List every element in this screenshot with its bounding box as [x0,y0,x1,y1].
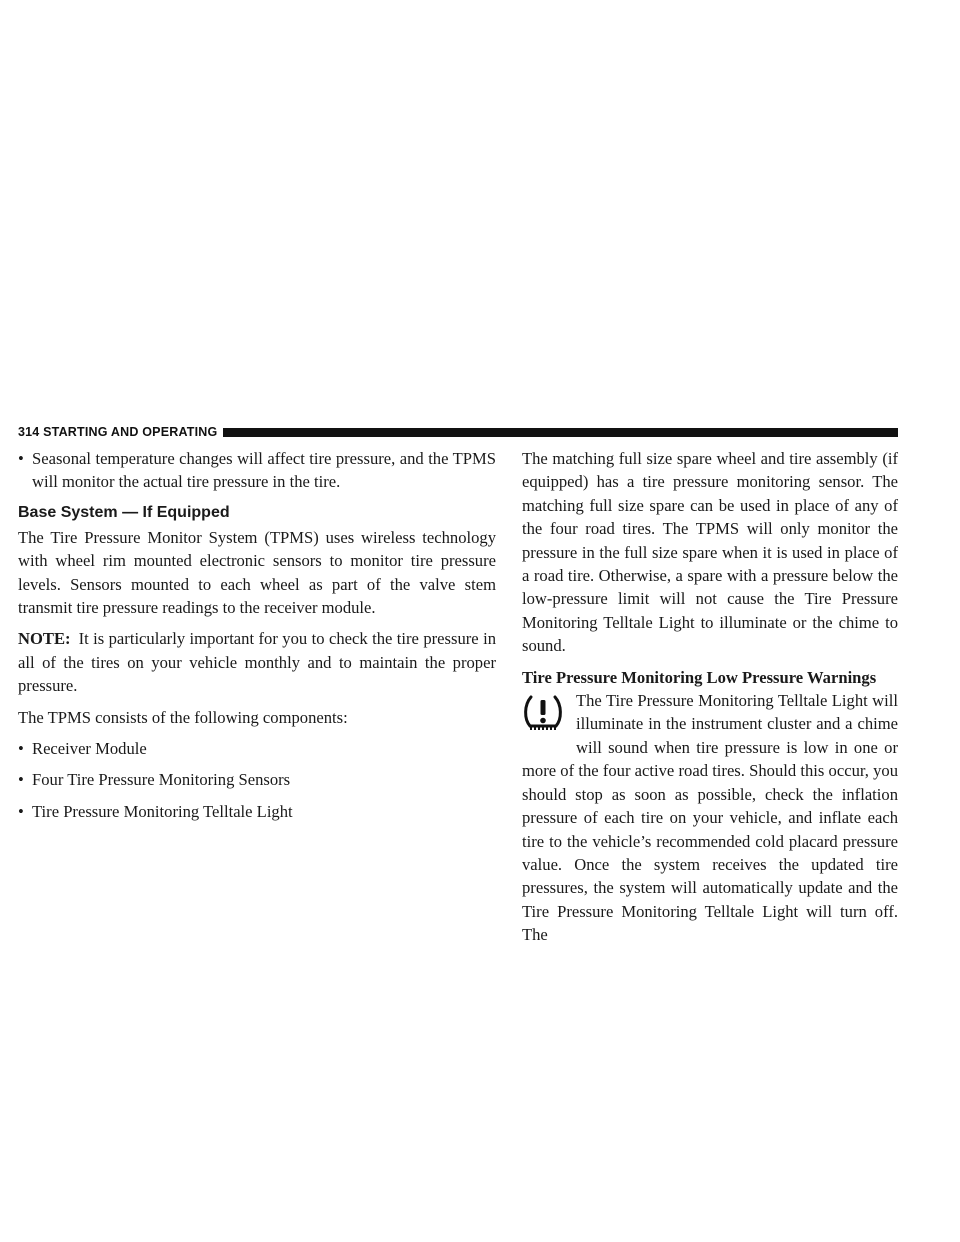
note-paragraph [18,627,496,697]
left-column [18,447,496,831]
list-item [18,768,496,791]
paragraph-warnings: The Tire Pressure Monitoring Telltale Light will illuminate in the instrument cluster and a chime will sound when tire pressure is low in one or more of the four active road tires. Should this occur, you should stop as soon as possible, check the inflation pressure of each tire on your vehicle, and inflate each tire to the vehicle’s recommended cold placard pressure value. Once the system receives the updated tire pressures, the system will automatically update and the Tire Pressure Monitoring Telltale Light will turn off. The [522,691,898,945]
paragraph-spare: The matching full size spare wheel and tire assembly (if equipped) has a tire pressure monitoring sensor. The matching full size spare can be used in place of any of the four road tires. The TPMS will only monitor the pressure in the full size spare when it is used in place of a road tire. Otherwise, a spare with a pressure below the low-pressure limit will not cause the Tire Pressure Monitoring Telltale Light to illuminate or the chime to sound. [522,449,898,656]
note-text: It is particularly important for you to check the tire pressure in all of the tires on your vehicle monthly and to maintain the proper pressure. [18,629,496,696]
bullet-seasonal-text: Seasonal temperature changes will affect tire pressure, and the TPMS will monitor the actual tire pressure in the tire. [32,449,496,492]
section-heading-low-pressure-warnings: Tire Pressure Monitoring Low Pressure Warnings [522,667,877,687]
paragraph-components: The TPMS consists of the following components: [18,707,348,727]
bullet-marker: • [18,801,24,821]
component-telltale-light: Tire Pressure Monitoring Telltale Light [32,801,293,821]
component-sensors: Four Tire Pressure Monitoring Sensors [32,770,291,790]
list-item [18,447,496,494]
tpms-telltale-icon [522,693,564,733]
paragraph-base-system: The Tire Pressure Monitor System (TPMS) uses wireless technology with wheel rim mounted electronic sensors to monitor tire pressure levels. Sensors mounted to each wheel as part of the valve stem transmit tire pressure readings to the receiver module. [18,527,496,618]
bullet-marker: • [18,449,24,468]
bullet-marker: • [18,739,24,759]
section-heading-base-system: Base System — If Equipped [18,503,230,521]
page-number-section-title: 314 STARTING AND OPERATING [18,425,218,439]
header-rule [223,428,898,437]
list-item [18,737,496,760]
warnings-block [522,689,898,946]
note-label: NOTE: [18,629,71,649]
bullet-marker: • [18,770,24,790]
component-receiver-module: Receiver Module [32,739,147,759]
right-column [522,447,898,955]
list-item [18,800,496,823]
page-header [18,424,898,440]
